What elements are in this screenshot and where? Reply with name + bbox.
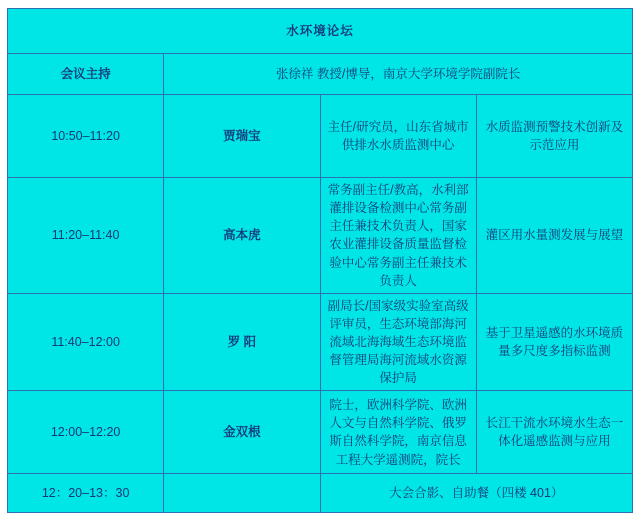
session-speaker: 金双根: [164, 391, 320, 474]
footer-text: 大会合影、自助餐（四楼 401）: [320, 474, 633, 513]
table-row: [8, 391, 633, 474]
table-row: [8, 293, 633, 391]
table-row-host: [8, 54, 633, 95]
session-time: 10:50–11:20: [8, 95, 164, 178]
session-speaker: 贾瑞宝: [164, 95, 320, 178]
footer-blank: [164, 474, 320, 513]
table-row-title: [8, 9, 633, 54]
footer-time: 12：20–13：30: [8, 474, 164, 513]
agenda-table: [7, 8, 633, 513]
session-time: 11:40–12:00: [8, 293, 164, 391]
session-topic: 基于卫星遥感的水环境质量多尺度多指标监测: [476, 293, 632, 391]
session-speaker: 高本虎: [164, 178, 320, 294]
session-bio: 主任/研究员，山东省城市供排水水质监测中心: [320, 95, 476, 178]
session-topic: 灌区用水量测发展与展望: [476, 178, 632, 294]
table-row: [8, 95, 633, 178]
session-topic: 长江干流水环境水生态一体化遥感监测与应用: [476, 391, 632, 474]
session-speaker: 罗 阳: [164, 293, 320, 391]
forum-title: 水环境论坛: [8, 9, 633, 54]
session-bio: 副局长/国家级实验室高级评审员，生态环境部海河流域北海海域生态环境监督管理局海河流域水资源保护局: [320, 293, 476, 391]
host-value: 张徐祥 教授/博导，南京大学环境学院副院长: [164, 54, 633, 95]
session-bio: 院士，欧洲科学院、欧洲人文与自然科学院、俄罗斯自然科学院，南京信息工程大学遥测院，院长: [320, 391, 476, 474]
session-bio: 常务副主任/教高，水利部灌排设备检测中心常务副主任兼技术负责人，国家农业灌排设备质量监督检验中心常务副主任兼技术负责人: [320, 178, 476, 294]
session-time: 12:00–12:20: [8, 391, 164, 474]
session-time: 11:20–11:40: [8, 178, 164, 294]
host-label: 会议主持: [8, 54, 164, 95]
table-row-footer: [8, 474, 633, 513]
session-topic: 水质监测预警技术创新及示范应用: [476, 95, 632, 178]
table-row: [8, 178, 633, 294]
